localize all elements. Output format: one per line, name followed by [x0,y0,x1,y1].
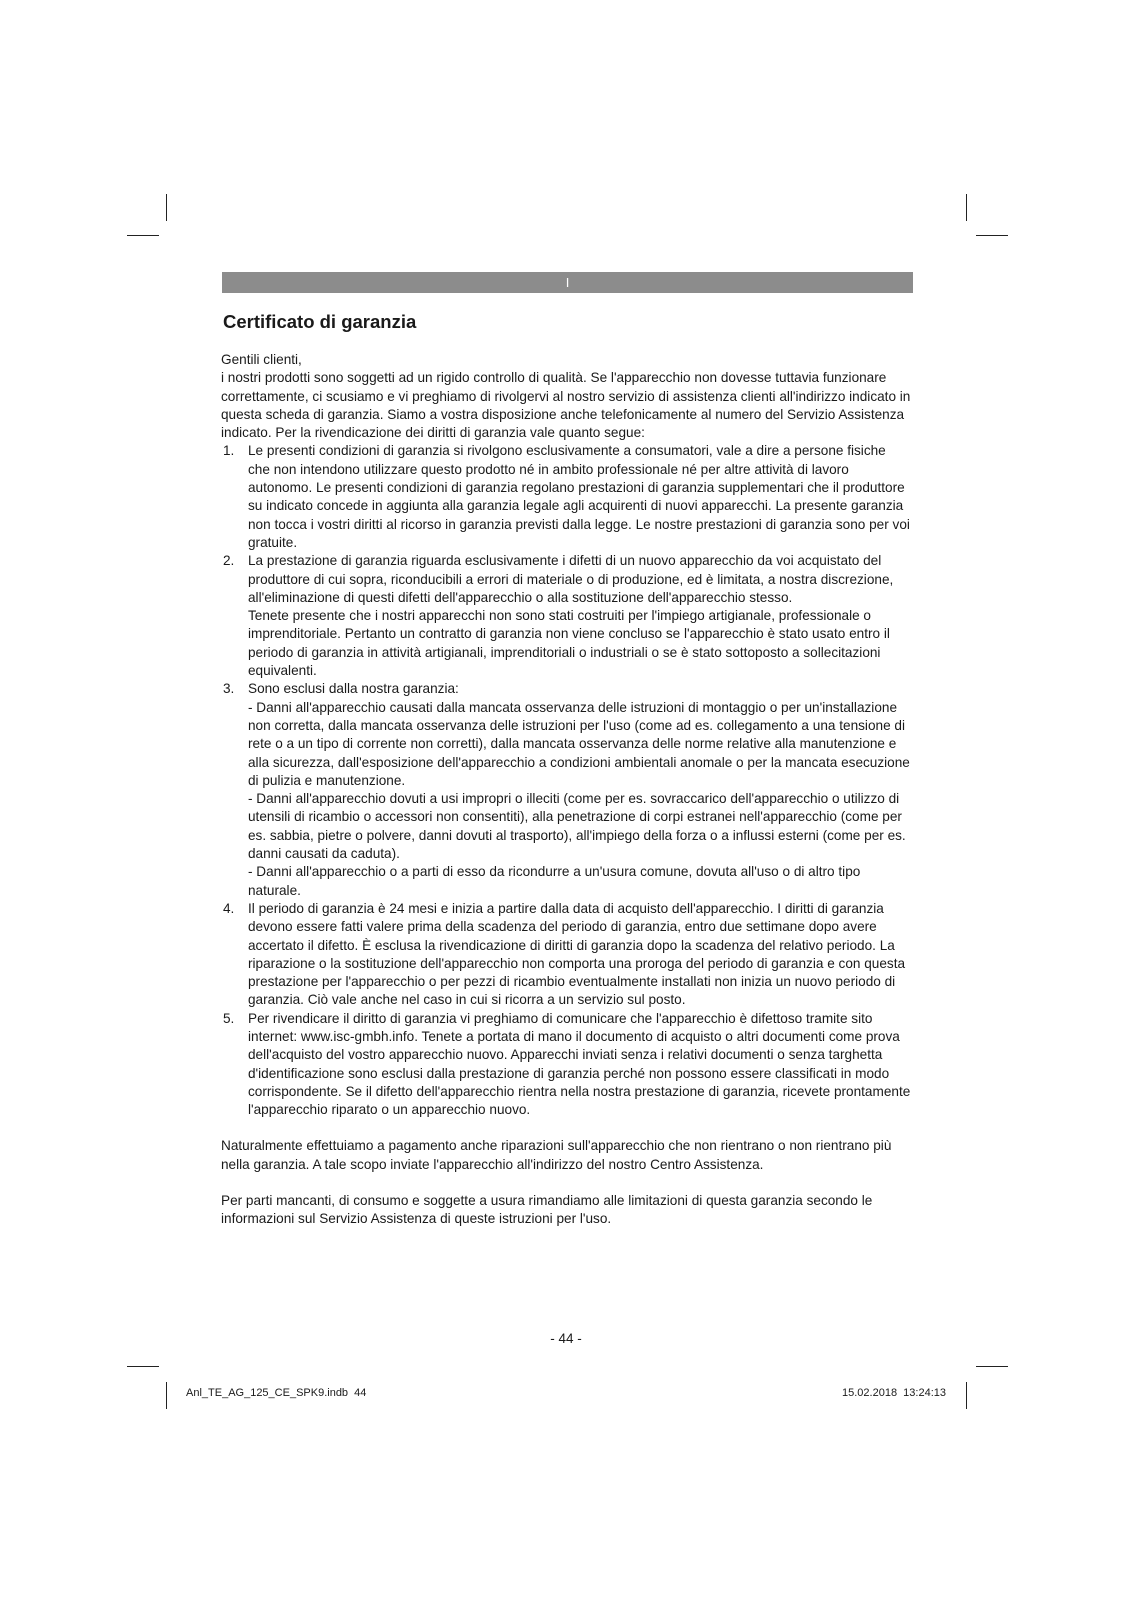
item-number: 5. [223,1010,235,1026]
list-item [221,442,911,552]
closing-paragraph: Naturalmente effettuiamo a pagamento anche riparazioni sull'apparecchio che non rientrano o non rientrano più nella garanzia. A tale scopo inviate l'apparecchio all'indirizzo del nostro Centro Assistenza. [221,1138,892,1172]
item-text: Tenete presente che i nostri apparecchi non sono stati costruiti per l'impiego artigianale, professionale o imprenditoriale. Pertanto un contratto di garanzia non viene concluso se l'apparecchio è stato usato entro il periodo di garanzia in attività artigianali, imprenditoriali o industriali o se è stato sottoposto a sollecitazioni equivalenti. [248,608,890,679]
item-text: Le presenti condizioni di garanzia si rivolgono esclusivamente a consumatori, vale a dire a persone fisiche che non intendono utilizzare questo prodotto né in ambito professionale né per altre attività di lavoro autonomo. Le presenti condizioni di garanzia regolano prestazioni di garanzia supplementari che il produttore su indicato concede in aggiunta alla garanzia legale agli acquirenti di nuovi apparecchi. La presente garanzia non tocca i vostri diritti al ricorso in garanzia previsti dalla legge. Le nostre prestazioni di garanzia sono per voi gratuite. [248,443,910,550]
list-item [221,552,911,680]
crop-mark [166,1382,167,1409]
page-number: - 44 - [550,1331,582,1346]
footer-file-name: Anl_TE_AG_125_CE_SPK9.indb 44 [186,1387,367,1399]
item-text: Sono esclusi dalla nostra garanzia: [248,681,459,697]
crop-mark [966,194,967,221]
item-number: 3. [223,681,235,697]
crop-mark [976,1366,1008,1367]
item-text: Per rivendicare il diritto di garanzia vi preghiamo di comunicare che l'apparecchio è difettoso tramite sito internet: www.isc-gmbh.info. Tenete a portata di mano il documento di acquisto o altri documenti come prova dell'acquisto del vostro apparecchio nuovo. Apparecchi inviati senza i relativi documenti o senza targhetta d'identificazione sono esclusi dalla prestazione di garanzia perché non possono essere classificati in modo corrispondente. Se il difetto dell'apparecchio rientra nella nostra prestazione di garanzia, ricevete prontamente l'apparecchio riparato o un apparecchio nuovo. [248,1010,911,1118]
list-item [221,680,911,900]
language-tab: I [222,272,913,293]
crop-mark [127,1366,159,1367]
item-number: 2. [223,553,235,569]
item-text: Il periodo di garanzia è 24 mesi e inizia a partire dalla data di acquisto dell'apparecchio. I diritti di garanzia devono essere fatti valere prima della scadenza del periodo di garanzia, entro due settimane dopo avere accertato il difetto. È esclusa la rivendicazione di diritti di garanzia dopo la scadenza del relativo periodo. La riparazione o la sostituzione dell'apparecchio non comporta una proroga del periodo di garanzia e con questa prestazione per l'apparecchio o per pezzi di ricambio eventualmente installati non inizia un nuovo periodo di garanzia. Ciò vale anche nel caso in cui si ricorra a un servizio sul posto. [248,900,906,1008]
crop-mark [127,235,159,236]
item-text: - Danni all'apparecchio o a parti di esso da ricondurre a un'usura comune, dovuta all'uso o di altro tipo naturale. [248,864,861,898]
footer-timestamp: 15.02.2018 13:24:13 [842,1387,946,1399]
item-text: La prestazione di garanzia riguarda esclusivamente i difetti di un nuovo apparecchio da voi acquistato del produttore di cui sopra, riconducibili a errori di materiale o di produzione, ed è limitata, a nostra discrezione, all'eliminazione di questi difetti dell'apparecchio o alla sostituzione dell'apparecchio stesso. [248,553,894,605]
item-text: - Danni all'apparecchio causati dalla mancata osservanza delle istruzioni di montaggio o per un'installazione non corretta, dalla mancata osservanza delle istruzioni per l'uso (come ad es. collegamento a una tensione di rete o a un tipo di corrente non corretti), dalla mancata osservanza delle norme relative alla manutenzione e alla sicurezza, dall'esposizione dell'apparecchio a condizioni ambientali anomale o per la mancata esecuzione di pulizia e manutenzione. [248,699,910,788]
page-title: Certificato di garanzia [223,311,417,332]
greeting: Gentili clienti, [221,352,302,367]
item-text: - Danni all'apparecchio dovuti a usi impropri o illeciti (come per es. sovraccarico dell'apparecchio o utilizzo di utensili di ricambio o accessori non consentiti), alla penetrazione di corpi estranei nell'apparecchio (come per es. sabbia, pietre o polvere, danni dovuti al trasporto), all'impiego della forza o a influssi esterni (come per es. danni causati da caduta). [248,791,906,862]
item-number: 1. [223,443,235,459]
list-item [221,900,911,1010]
warranty-body [221,351,911,1229]
warranty-conditions-list [221,442,911,1119]
intro-paragraph: i nostri prodotti sono soggetti ad un rigido controllo di qualità. Se l'apparecchio non dovesse tuttavia funzionare correttamente, ci scusiamo e vi preghiamo di rivolgervi al nostro servizio di assistenza clienti all'indirizzo indicato in questa scheda di garanzia. Siamo a vostra disposizione anche telefonicamente al numero del Servizio Assistenza indicato. Per la rivendicazione dei diritti di garanzia vale quanto segue: [221,370,911,441]
closing-paragraph: Per parti mancanti, di consumo e soggette a usura rimandiamo alle limitazioni di questa garanzia secondo le informazioni sul Servizio Assistenza di queste istruzioni per l'uso. [221,1193,873,1227]
crop-mark [976,235,1008,236]
list-item [221,1010,911,1120]
crop-mark [166,194,167,221]
crop-mark [966,1382,967,1409]
item-number: 4. [223,900,235,916]
